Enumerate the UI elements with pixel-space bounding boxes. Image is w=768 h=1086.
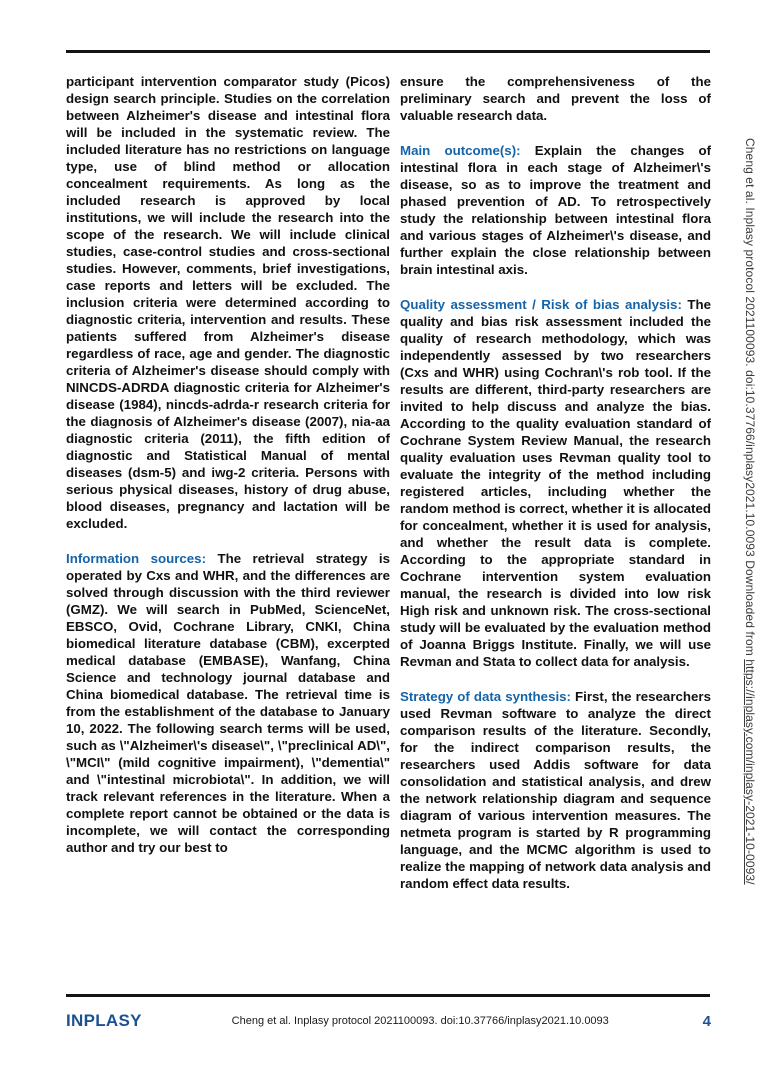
sidebar-citation: [739, 138, 757, 1018]
section-heading: Quality assessment / Risk of bias analysis:: [400, 297, 688, 312]
paragraph-text: participant intervention comparator study (Picos) design search principle. Studies on the correlation between Alzheimer's disease and intestinal flora will be included in the systematic review. The included literature has no restrictions on language type, use of blind method or allocation concealment requirements. As long as the included research is approved by local institutions, we will include the research into the scope of the research. We will include clinical studies, case-control studies and cross-sectional studies. However, comments, brief investigations, case reports and letters will be excluded. The inclusion criteria were determined according to diagnostic criteria, intervention and results. These patients suffered from Alzheimer's disease regardless of race, age and gender. The diagnostic criteria of Alzheimer's disease should comply with NINCDS-ADRDA diagnostic criteria for Alzheimer's disease (1984), nincds-adrda-r research criteria for the diagnosis of Alzheimer's disease (2007), nia-aa diagnostic criteria (2011), the fifth edition of diagnostic and Statistical Manual of mental diseases (dsm-5) and iwg-2 criteria. Persons with serious physical diseases, history of drug abuse, blood diseases, pregnancy and lactation will be excluded.: [66, 74, 390, 531]
paragraph: [400, 73, 711, 124]
paragraph-text: The retrieval strategy is operated by Cxs and WHR, and the differences are solved through discussion with the third reviewer (GMZ). We will search in PubMed, ScienceNet, EBSCO, Ovid, Cochrane Library, CNKI, China biomedical literature database (CBM), excerpted medical database (EMBASE), Wanfang, China Science and technology journal database and China biomedical database. The retrieval time is from the establishment of the database to January 10, 2022. The following search terms will be used, such as \"Alzheimer\'s disease\", \"preclinical AD\", \"MCI\" (mild cognitive impairment), \"dementia\" and \"intestinal microbiota\". In addition, we will track relevant references in the literature. When a complete report cannot be obtained or the data is incomplete, we will contact the corresponding author and try our best to: [66, 551, 390, 855]
page-number: 4: [702, 1012, 711, 1030]
paragraph-text: First, the researchers used Revman software to analyze the direct comparison results of the literature. Secondly, for the indirect comparison results, the researchers used Addis software for data consolidation and statistical analysis, and drew the network relationship diagram and sequence diagram of various intervention measures. The netmeta program is started by R programming language, and the MCMC algorithm is used to realize the mapping of network data analysis and random effect data results.: [400, 689, 711, 891]
sidebar-download-link[interactable]: https://inplasy.com/inplasy-2021-10-0093/: [743, 659, 757, 885]
paragraph: [400, 688, 711, 892]
section-heading: Information sources:: [66, 551, 218, 566]
paragraph-text: The quality and bias risk assessment included the quality of research methodology, which was independently assessed by two researchers (Cxs and WHR) using Cochran\'s rob tool. If the results are different, third-party researchers are invited to help discuss and analyze the bias. According to the quality evaluation standard of Cochrane System Review Manual, the research quality evaluation uses Revman quality tool to evaluate the integrity of the method including registered articles, including whether the random method is correct, whether it is allocated for concealment, whether it is used for analysis, and whether the result data is complete. According to the appropriate standard in Cochrane intervention system evaluation manual, the research is divided into low risk High risk and unknown risk. The cross-sectional study will be evaluated by the evaluation method of Joanna Briggs Institute. Finally, we will use Revman and Stata to collect data for analysis.: [400, 297, 711, 669]
paragraph: [66, 550, 390, 856]
paragraph: [66, 73, 390, 532]
footer-citation: Cheng et al. Inplasy protocol 2021100093. doi:10.37766/inplasy2021.10.0093: [231, 1015, 609, 1027]
section-heading: Main outcome(s):: [400, 143, 535, 158]
bottom-divider-rule: [66, 994, 710, 997]
page-footer: [66, 1006, 711, 1036]
article-body: [66, 73, 711, 991]
top-divider-rule: [66, 50, 710, 53]
inplasy-logo: INPLASY: [66, 1011, 142, 1030]
paragraph-text: Explain the changes of intestinal flora in each stage of Alzheimer\'s disease, so as to improve the treatment and phased prevention of AD. To retrospectively study the relationship between intestinal flora and various stages of Alzheimer\'s disease, and further explain the close relationship between brain intestinal axis.: [400, 143, 711, 277]
paragraph: [400, 296, 711, 670]
paragraph-text: ensure the comprehensiveness of the preliminary search and prevent the loss of valuable research data.: [400, 74, 711, 123]
left-column: [66, 73, 390, 991]
paragraph: [400, 142, 711, 278]
sidebar-citation-text: Cheng et al. Inplasy protocol 2021100093. doi:10.37766/inplasy2021.10.0093 Downloaded from: [743, 138, 757, 660]
section-heading: Strategy of data synthesis:: [400, 689, 576, 704]
right-column: [400, 73, 711, 991]
